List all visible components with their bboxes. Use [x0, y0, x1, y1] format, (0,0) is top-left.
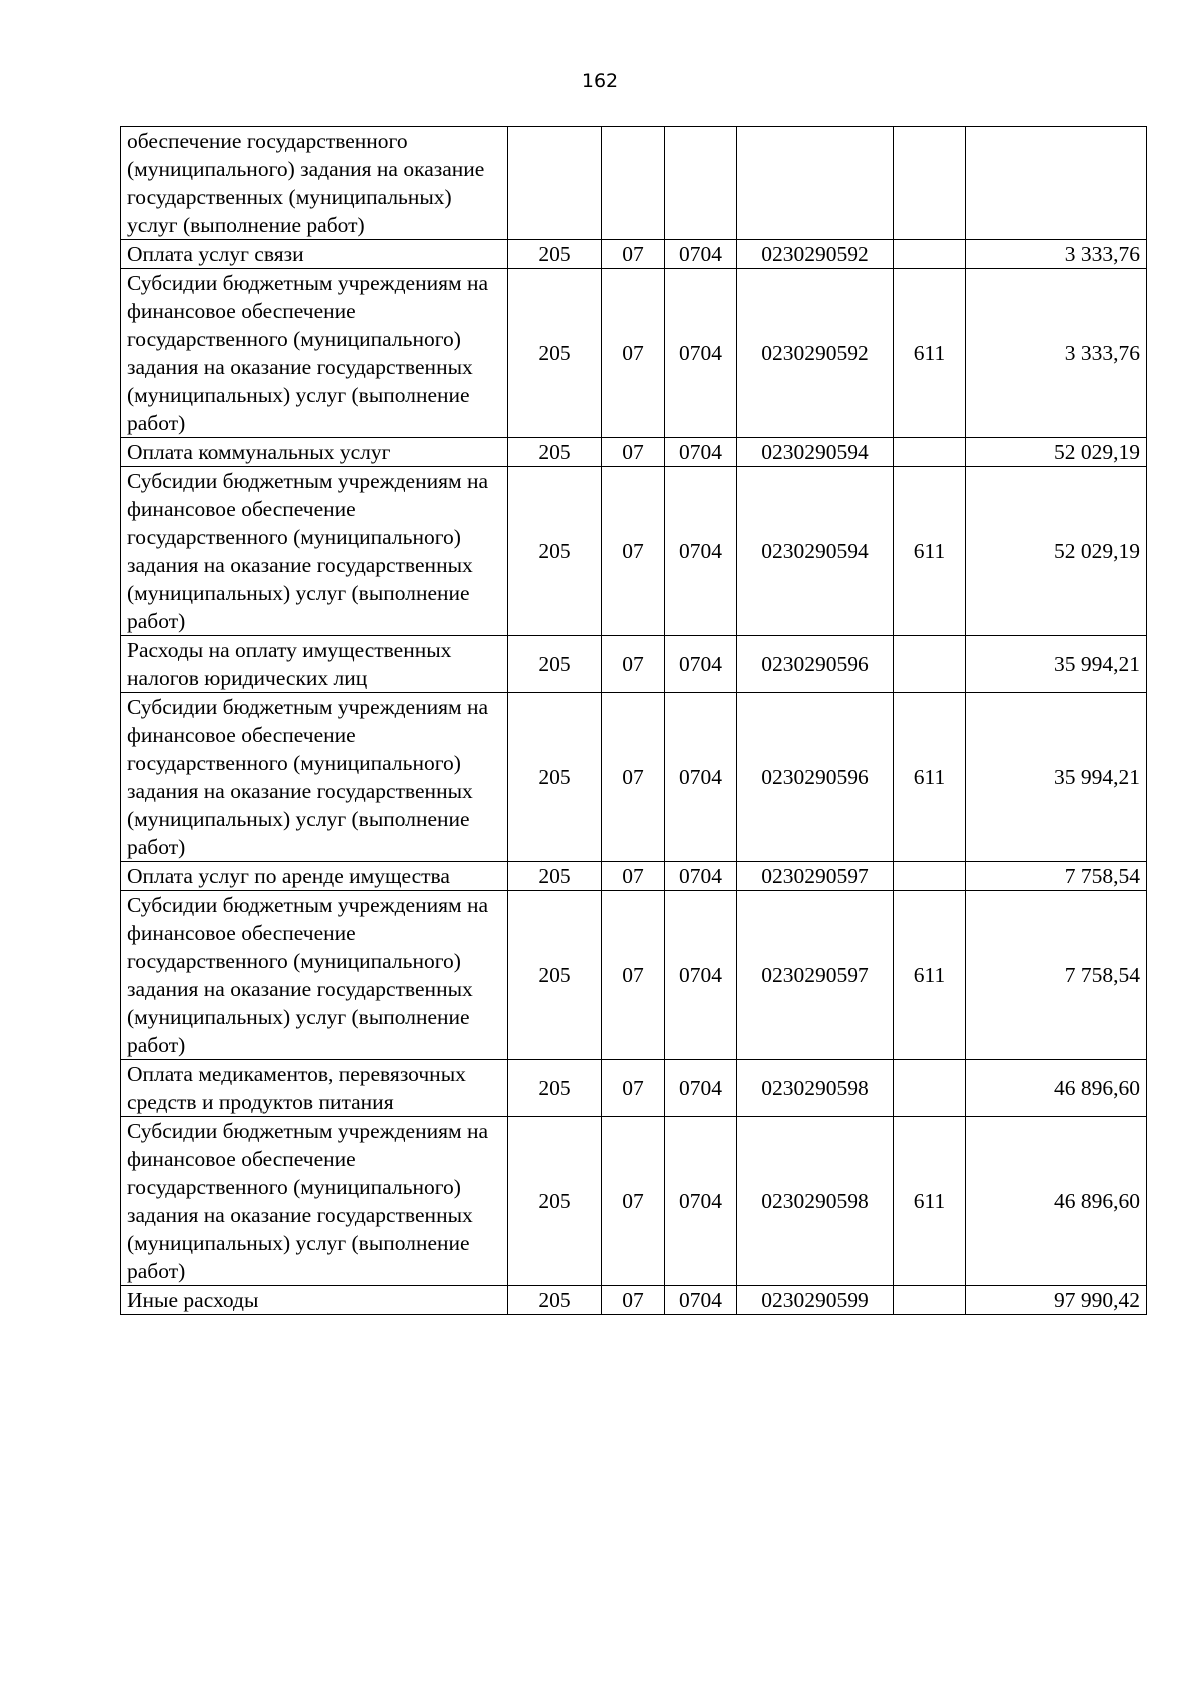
row-subsection: 0704	[665, 1286, 737, 1315]
row-expense-type: 611	[894, 269, 966, 438]
row-name: обеспечение государственного (муниципального) задания на оказание государственных (муниципальных) услуг (выполнение работ)	[121, 127, 508, 240]
row-amount: 7 758,54	[966, 862, 1147, 891]
row-name: Оплата коммунальных услуг	[121, 438, 508, 467]
row-amount: 52 029,19	[966, 467, 1147, 636]
row-subsection: 0704	[665, 636, 737, 693]
row-grbs: 205	[508, 693, 602, 862]
row-expense-type	[894, 127, 966, 240]
row-name: Субсидии бюджетным учреждениям на финансовое обеспечение государственного (муниципального) задания на оказание государственных (муниципальных) услуг (выполнение работ)	[121, 1117, 508, 1286]
row-name: Субсидии бюджетным учреждениям на финансовое обеспечение государственного (муниципального) задания на оказание государственных (муниципальных) услуг (выполнение работ)	[121, 693, 508, 862]
row-subsection: 0704	[665, 240, 737, 269]
row-target-code: 0230290596	[737, 636, 894, 693]
row-grbs: 205	[508, 636, 602, 693]
row-name: Оплата услуг связи	[121, 240, 508, 269]
page-number: 162	[581, 70, 619, 92]
row-section	[602, 127, 665, 240]
table-row	[121, 269, 1147, 438]
row-grbs: 205	[508, 240, 602, 269]
row-amount: 3 333,76	[966, 240, 1147, 269]
row-amount: 46 896,60	[966, 1060, 1147, 1117]
row-section: 07	[602, 1117, 665, 1286]
row-subsection: 0704	[665, 891, 737, 1060]
row-section: 07	[602, 269, 665, 438]
row-subsection: 0704	[665, 1060, 737, 1117]
row-grbs: 205	[508, 1117, 602, 1286]
row-expense-type	[894, 636, 966, 693]
row-amount: 35 994,21	[966, 636, 1147, 693]
row-target-code: 0230290597	[737, 862, 894, 891]
row-amount: 52 029,19	[966, 438, 1147, 467]
row-name: Субсидии бюджетным учреждениям на финансовое обеспечение государственного (муниципального) задания на оказание государственных (муниципальных) услуг (выполнение работ)	[121, 467, 508, 636]
row-subsection: 0704	[665, 693, 737, 862]
row-subsection: 0704	[665, 862, 737, 891]
row-grbs: 205	[508, 467, 602, 636]
table-row	[121, 891, 1147, 1060]
row-amount: 7 758,54	[966, 891, 1147, 1060]
row-amount: 3 333,76	[966, 269, 1147, 438]
row-subsection: 0704	[665, 438, 737, 467]
row-grbs: 205	[508, 862, 602, 891]
table-row	[121, 467, 1147, 636]
row-target-code: 0230290592	[737, 240, 894, 269]
row-target-code: 0230290596	[737, 693, 894, 862]
row-amount	[966, 127, 1147, 240]
table-row	[121, 240, 1147, 269]
row-expense-type	[894, 1060, 966, 1117]
row-section: 07	[602, 1060, 665, 1117]
row-target-code: 0230290597	[737, 891, 894, 1060]
row-target-code: 0230290599	[737, 1286, 894, 1315]
row-name: Иные расходы	[121, 1286, 508, 1315]
row-target-code: 0230290598	[737, 1117, 894, 1286]
row-amount: 97 990,42	[966, 1286, 1147, 1315]
row-target-code: 0230290594	[737, 467, 894, 636]
row-expense-type	[894, 1286, 966, 1315]
row-expense-type	[894, 862, 966, 891]
row-expense-type	[894, 438, 966, 467]
row-target-code: 0230290592	[737, 269, 894, 438]
table-row	[121, 1060, 1147, 1117]
row-grbs: 205	[508, 438, 602, 467]
table-row	[121, 693, 1147, 862]
row-target-code: 0230290598	[737, 1060, 894, 1117]
row-section: 07	[602, 862, 665, 891]
row-expense-type: 611	[894, 693, 966, 862]
row-section: 07	[602, 438, 665, 467]
row-target-code: 0230290594	[737, 438, 894, 467]
row-expense-type: 611	[894, 467, 966, 636]
row-section: 07	[602, 240, 665, 269]
row-name: Субсидии бюджетным учреждениям на финансовое обеспечение государственного (муниципального) задания на оказание государственных (муниципальных) услуг (выполнение работ)	[121, 891, 508, 1060]
row-name: Субсидии бюджетным учреждениям на финансовое обеспечение государственного (муниципального) задания на оказание государственных (муниципальных) услуг (выполнение работ)	[121, 269, 508, 438]
row-subsection: 0704	[665, 467, 737, 636]
row-grbs: 205	[508, 1060, 602, 1117]
row-target-code	[737, 127, 894, 240]
row-grbs: 205	[508, 269, 602, 438]
table-row	[121, 1286, 1147, 1315]
row-name: Расходы на оплату имущественных налогов юридических лиц	[121, 636, 508, 693]
row-amount: 35 994,21	[966, 693, 1147, 862]
table-row	[121, 438, 1147, 467]
row-amount: 46 896,60	[966, 1117, 1147, 1286]
row-name: Оплата медикаментов, перевязочных средств и продуктов питания	[121, 1060, 508, 1117]
row-subsection: 0704	[665, 1117, 737, 1286]
row-name: Оплата услуг по аренде имущества	[121, 862, 508, 891]
row-section: 07	[602, 636, 665, 693]
row-grbs	[508, 127, 602, 240]
row-expense-type: 611	[894, 891, 966, 1060]
table-row	[121, 636, 1147, 693]
row-expense-type	[894, 240, 966, 269]
row-subsection: 0704	[665, 269, 737, 438]
row-expense-type: 611	[894, 1117, 966, 1286]
table-row	[121, 127, 1147, 240]
row-section: 07	[602, 1286, 665, 1315]
row-section: 07	[602, 693, 665, 862]
row-subsection	[665, 127, 737, 240]
table-row	[121, 862, 1147, 891]
table-row	[121, 1117, 1147, 1286]
budget-table	[120, 126, 1147, 1315]
row-section: 07	[602, 891, 665, 1060]
row-grbs: 205	[508, 1286, 602, 1315]
row-section: 07	[602, 467, 665, 636]
row-grbs: 205	[508, 891, 602, 1060]
